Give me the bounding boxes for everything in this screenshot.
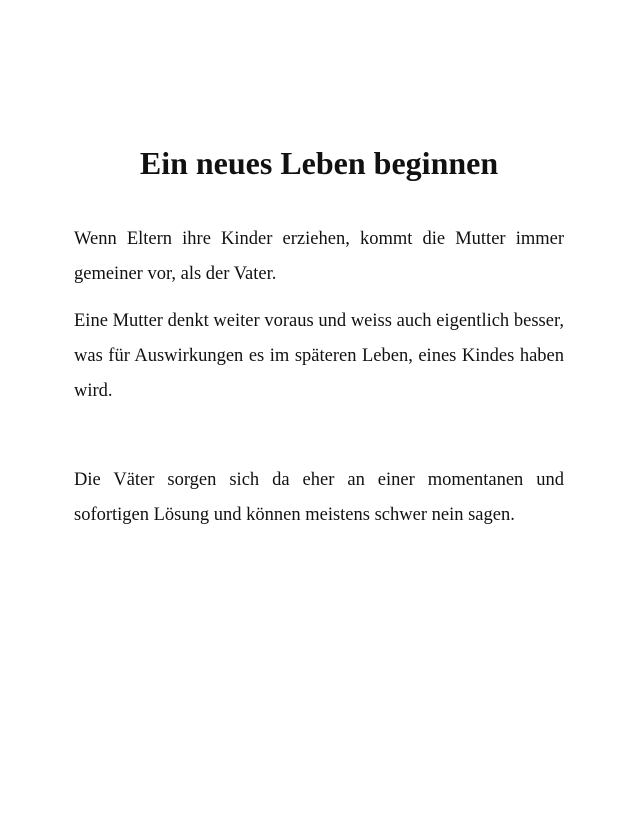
- paragraph-3: Die Väter sorgen sich da eher an einer momentanen und sofortigen Lösung und können meistens schwer nein sagen.: [74, 470, 564, 525]
- paragraph-1: Wenn Eltern ihre Kinder erziehen, kommt die Mutter immer gemeiner vor, als der Vater.: [74, 229, 564, 284]
- document-title: Ein neues Leben beginnen: [139, 145, 499, 181]
- paragraph-2: Eine Mutter denkt weiter voraus und weiss auch eigentlich besser, was für Auswirkungen es im späteren Leben, eines Kindes haben wird.: [74, 311, 564, 401]
